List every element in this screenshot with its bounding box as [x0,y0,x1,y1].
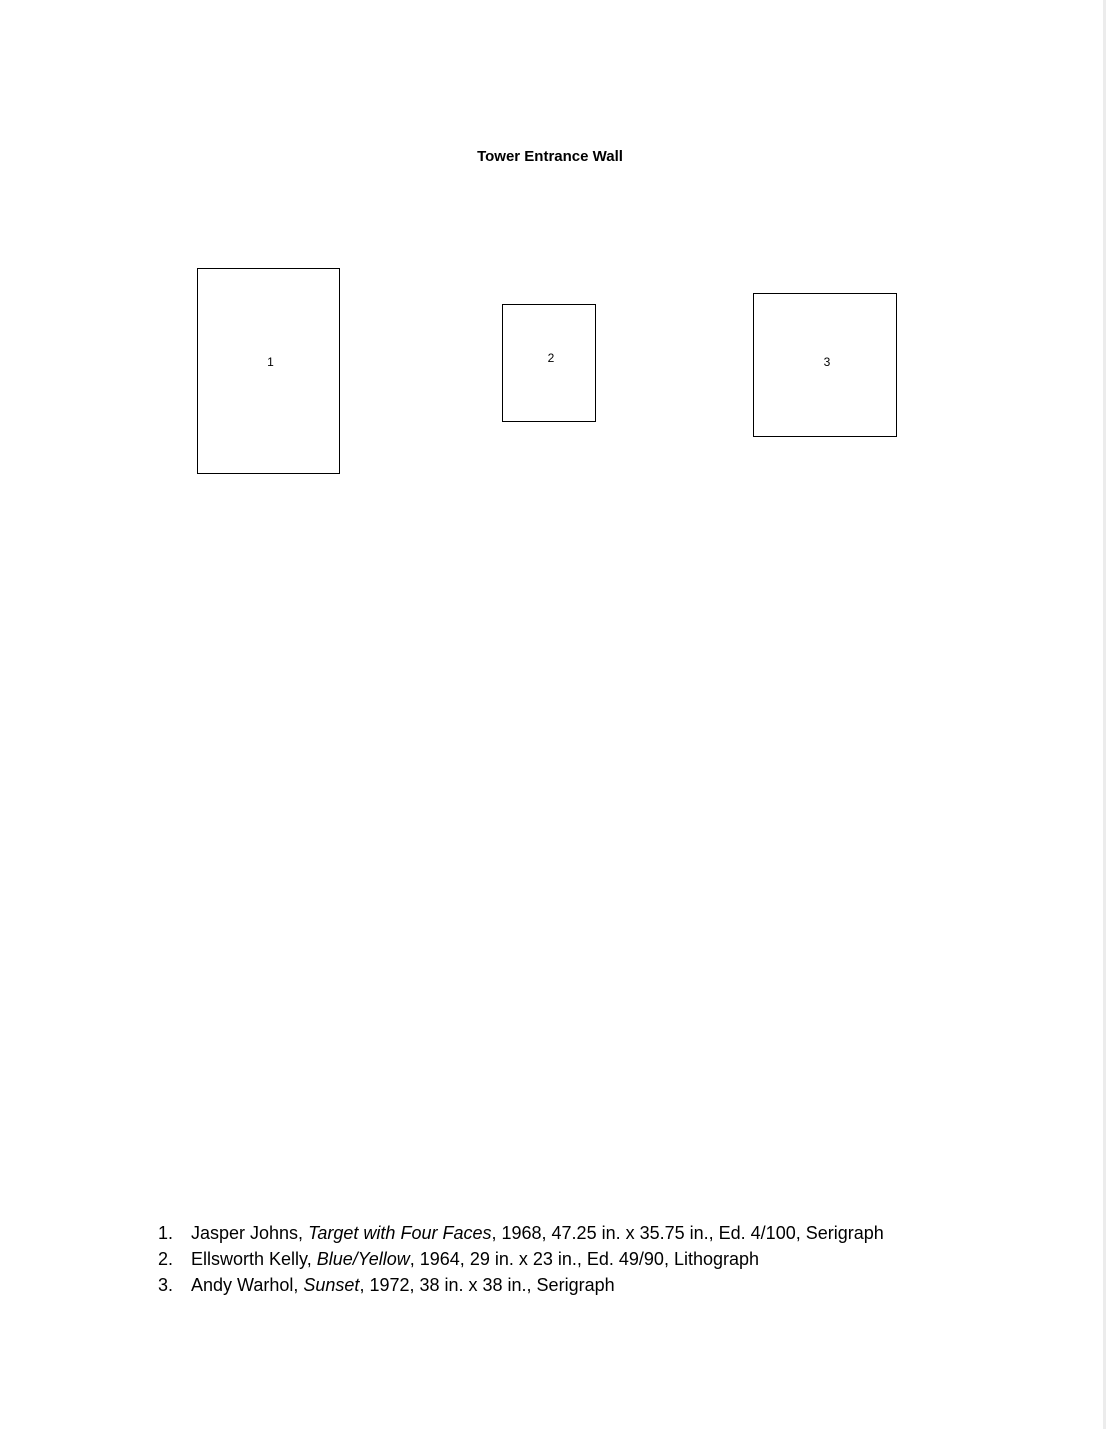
frame-number: 1 [267,355,274,369]
artwork-frame-1 [197,268,340,474]
list-number: 2. [158,1249,174,1269]
artist-name: Andy Warhol, [191,1275,304,1295]
list-number: 1. [158,1223,174,1243]
artwork-details: , 1972, 38 in. x 38 in., Serigraph [359,1275,615,1295]
artwork-details: , 1964, 29 in. x 23 in., Ed. 49/90, Lithograph [409,1249,760,1269]
artwork-caption-list [158,1220,1058,1298]
frame-number: 3 [823,355,831,369]
artwork-frame-2 [502,304,596,422]
caption-text [191,1220,884,1246]
list-item [158,1246,1058,1272]
artwork-title: Blue/Yellow [316,1249,410,1269]
artist-name: Jasper Johns, [191,1223,309,1243]
page-title: Tower Entrance Wall [477,148,623,165]
list-item [158,1272,1058,1298]
caption-text [191,1246,759,1272]
artwork-title: Target with Four Faces [308,1223,492,1243]
caption-text [191,1272,615,1298]
list-item [158,1220,1058,1246]
artwork-details: , 1968, 47.25 in. x 35.75 in., Ed. 4/100, Serigraph [491,1223,884,1243]
artist-name: Ellsworth Kelly, [191,1249,317,1269]
list-number: 3. [158,1275,174,1295]
artwork-frame-3 [753,293,897,437]
frame-number: 2 [547,351,555,365]
artwork-title: Sunset [303,1275,360,1295]
